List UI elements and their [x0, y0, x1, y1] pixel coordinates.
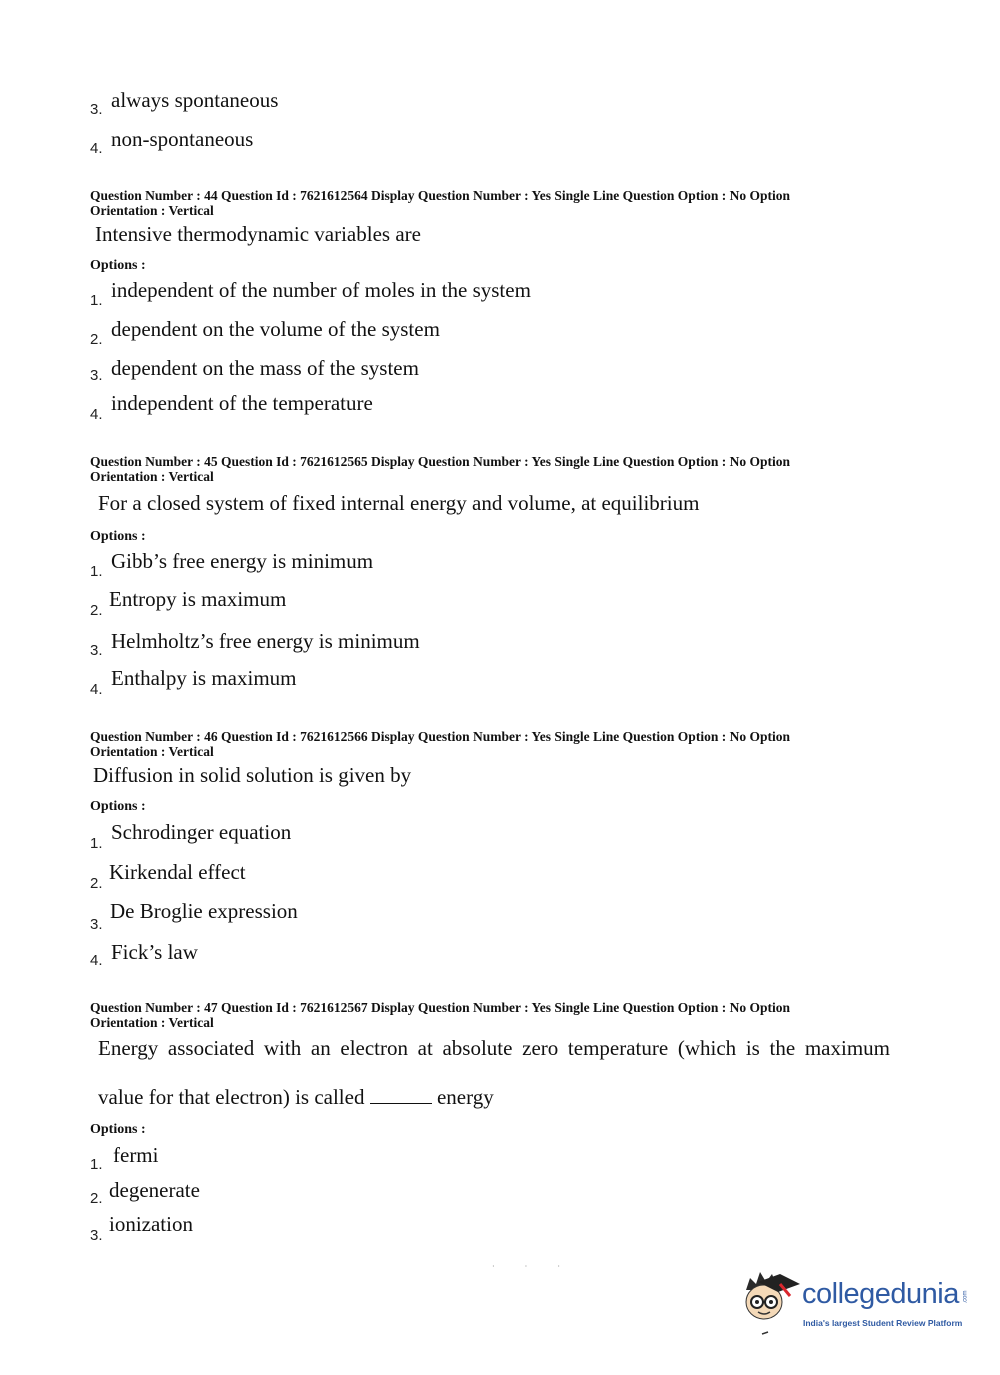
- option-number: 3.: [90, 101, 103, 118]
- option-number: 2.: [90, 331, 103, 348]
- question-stem: Diffusion in solid solution is given by: [93, 763, 412, 787]
- option-text: degenerate: [109, 1178, 200, 1202]
- option-text: Enthalpy is maximum: [111, 666, 297, 690]
- option-text: dependent on the volume of the system: [111, 317, 440, 341]
- option-number: 3.: [90, 642, 103, 659]
- option-text: non-spontaneous: [111, 127, 254, 151]
- option-text: fermi: [113, 1143, 159, 1167]
- option-text: Fick’s law: [111, 940, 198, 964]
- question-stem: For a closed system of fixed internal energy and volume, at equilibrium: [98, 491, 700, 515]
- collegedunia-logo: [740, 1268, 970, 1338]
- question-meta: Question Number : 44 Question Id : 7621612564 Display Question Number : Yes Single Line Question Option : No Option Orientation : Vertical: [90, 188, 790, 218]
- question-stem: Intensive thermodynamic variables are: [95, 222, 421, 246]
- option-text: Gibb’s free energy is minimum: [111, 549, 374, 573]
- option-text: ionization: [109, 1212, 193, 1236]
- option-number: 1.: [90, 1156, 103, 1173]
- option-text: Kirkendal effect: [109, 860, 246, 884]
- option-number: 1.: [90, 563, 103, 580]
- logo-suffix: .com: [962, 1290, 969, 1304]
- option-number: 4.: [90, 140, 103, 157]
- option-text: De Broglie expression: [110, 899, 298, 923]
- question-stem-line2: value for that electron) is called energy: [98, 1085, 494, 1109]
- option-text: always spontaneous: [111, 88, 279, 112]
- option-number: 3.: [90, 916, 103, 933]
- option-text: Entropy is maximum: [109, 587, 287, 611]
- question-meta: Question Number : 47 Question Id : 7621612567 Display Question Number : Yes Single Line Question Option : No Option Orientation : Vertical: [90, 1000, 790, 1030]
- logo-wordmark: collegedunia: [802, 1278, 959, 1310]
- option-number: 3.: [90, 367, 103, 384]
- options-label: Options :: [90, 799, 146, 814]
- options-label: Options :: [90, 529, 146, 544]
- option-number: 2.: [90, 602, 103, 619]
- options-label: Options :: [90, 1122, 146, 1137]
- question-meta: Question Number : 45 Question Id : 7621612565 Display Question Number : Yes Single Line Question Option : No Option Orientation : Vertical: [90, 454, 790, 484]
- option-number: 4.: [90, 681, 103, 698]
- option-number: 2.: [90, 875, 103, 892]
- logo-tagline: India's largest Student Review Platform: [803, 1318, 963, 1328]
- question-meta: Question Number : 46 Question Id : 7621612566 Display Question Number : Yes Single Line Question Option : No Option Orientation : Vertical: [90, 729, 790, 759]
- option-text: Schrodinger equation: [111, 820, 292, 844]
- option-number: 1.: [90, 835, 103, 852]
- question-stem-line1: Energy associated with an electron at absolute zero temperature (which is the maximum: [98, 1036, 890, 1060]
- option-number: 2.: [90, 1190, 103, 1207]
- options-label: Options :: [90, 258, 146, 273]
- mascot-icon: [740, 1268, 802, 1338]
- option-number: 4.: [90, 406, 103, 423]
- footer-dots: · · ·: [492, 1262, 574, 1271]
- option-text: dependent on the mass of the system: [111, 356, 419, 380]
- option-number: 3.: [90, 1227, 103, 1244]
- option-number: 1.: [90, 292, 103, 309]
- option-text: Helmholtz’s free energy is minimum: [111, 629, 420, 653]
- option-number: 4.: [90, 952, 103, 969]
- fill-in-blank: [370, 1089, 432, 1104]
- option-text: independent of the temperature: [111, 391, 373, 415]
- option-text: independent of the number of moles in the system: [111, 278, 531, 302]
